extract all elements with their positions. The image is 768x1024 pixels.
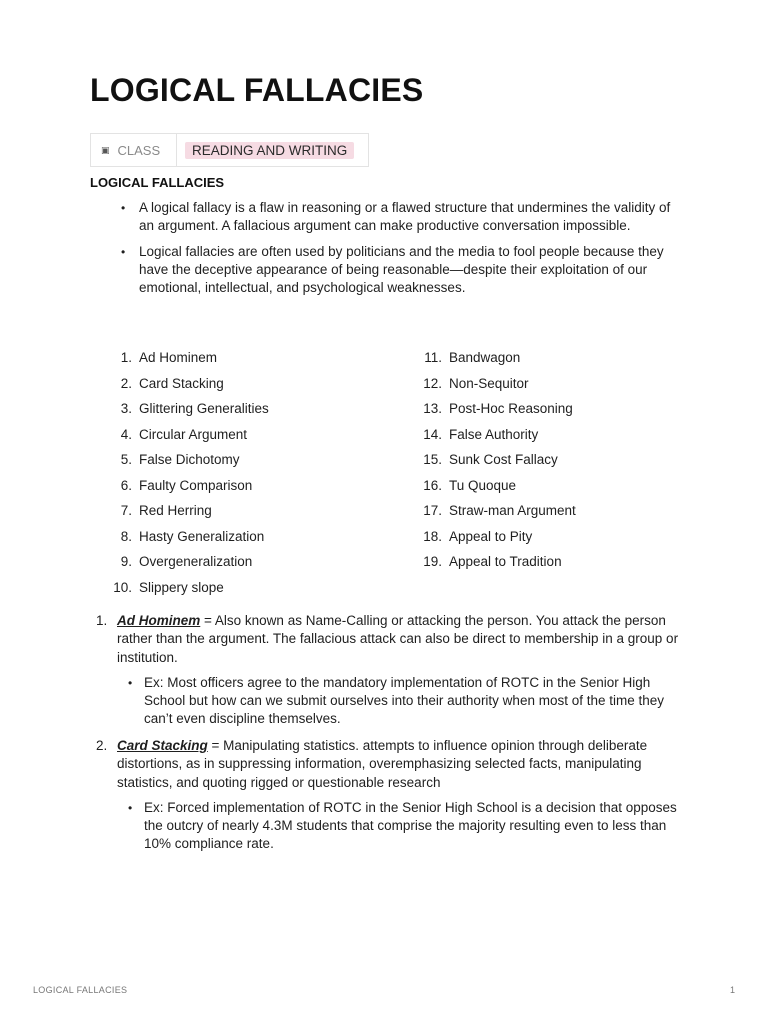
list-item: 1. Ad Hominem: [120, 350, 218, 365]
detail-item: [96, 612, 686, 729]
list-item: 18. Appeal to Pity: [423, 528, 533, 544]
property-key-label: CLASS: [117, 142, 161, 158]
detail-number: 2.: [96, 738, 108, 753]
list-item: 3. Glittering Generalities: [120, 401, 269, 416]
intro-bullet: • Logical fallacies are often used by politicians and the media to fool people because they have the deceptive appearance of being reasonable—despite their exploitation of our emotional, intellectual, and psychological weaknesses.: [118, 243, 688, 298]
detail-number: 1.: [96, 613, 108, 628]
fallacy-detail-2: [96, 737, 686, 854]
footer-label: LOGICAL FALLACIES: [33, 985, 128, 995]
list-item: 4. Circular Argument: [120, 426, 248, 442]
fallacy-detail-1: [96, 612, 686, 729]
page-title: LOGICAL FALLACIES: [90, 72, 424, 108]
list-item: 12. Non-Sequitor: [423, 375, 529, 391]
list-item: 15. Sunk Cost Fallacy: [423, 452, 558, 467]
list-item: 5. False Dichotomy: [120, 452, 240, 467]
detail-example: • Ex: Forced implementation of ROTC in the Senior High School is a decision that opposes the outcry of nearly 4.3M students that comprise the majority resulting even to less than 10% compliance rate.: [117, 799, 686, 854]
class-tag: READING AND WRITING: [185, 142, 354, 159]
detail-definition: = Manipulating statistics. attempts to influence opinion through deliberate distortions, as in suppressing information, overemphasizing selected facts, manipulating statistics, and quoting rigged or questionable research: [117, 738, 648, 790]
section-heading: LOGICAL FALLACIES: [90, 175, 225, 190]
property-row: [90, 133, 369, 167]
list-item: 17. Straw-man Argument: [423, 503, 576, 518]
list-item: 16. Tu Quoque: [423, 477, 517, 493]
detail-example: • Ex: Most officers agree to the mandatory implementation of ROTC in the Senior High School but how can we submit ourselves into their authority when most of the time they can’t even discipline themselves.: [117, 674, 686, 729]
fallacy-list-column-2: [410, 348, 576, 578]
detail-term: Card Stacking: [117, 738, 208, 753]
list-item: 11. Bandwagon: [424, 350, 521, 365]
fallacy-list-column-1: [100, 348, 269, 603]
list-item: 8. Hasty Generalization: [120, 528, 265, 544]
detail-term: Ad Hominem: [117, 613, 201, 628]
intro-bullets: [118, 199, 688, 304]
detail-item: [96, 737, 686, 854]
list-item: 2. Card Stacking: [120, 375, 224, 391]
book-icon: ▣: [101, 144, 110, 155]
list-item: 14. False Authority: [423, 426, 539, 442]
page-number: 1: [729, 985, 735, 995]
list-item: 7. Red Herring: [120, 503, 212, 518]
intro-bullet: • A logical fallacy is a flaw in reasoning or a flawed structure that undermines the validity of an argument. A fallacious argument can make productive conversation impossible.: [118, 199, 688, 236]
detail-definition: = Also known as Name-Calling or attacking the person. You attack the person rather than the argument. The fallacious attack can also be direct to membership in a group or institution.: [117, 613, 679, 665]
list-item: 9. Overgeneralization: [120, 554, 253, 569]
list-item: 6. Faulty Comparison: [120, 477, 253, 493]
list-item: 13. Post-Hoc Reasoning: [423, 401, 573, 416]
property-key: [91, 134, 177, 166]
list-item: 10. Slippery slope: [113, 579, 224, 595]
property-value: [177, 134, 368, 166]
list-item: 19. Appeal to Tradition: [423, 554, 562, 569]
